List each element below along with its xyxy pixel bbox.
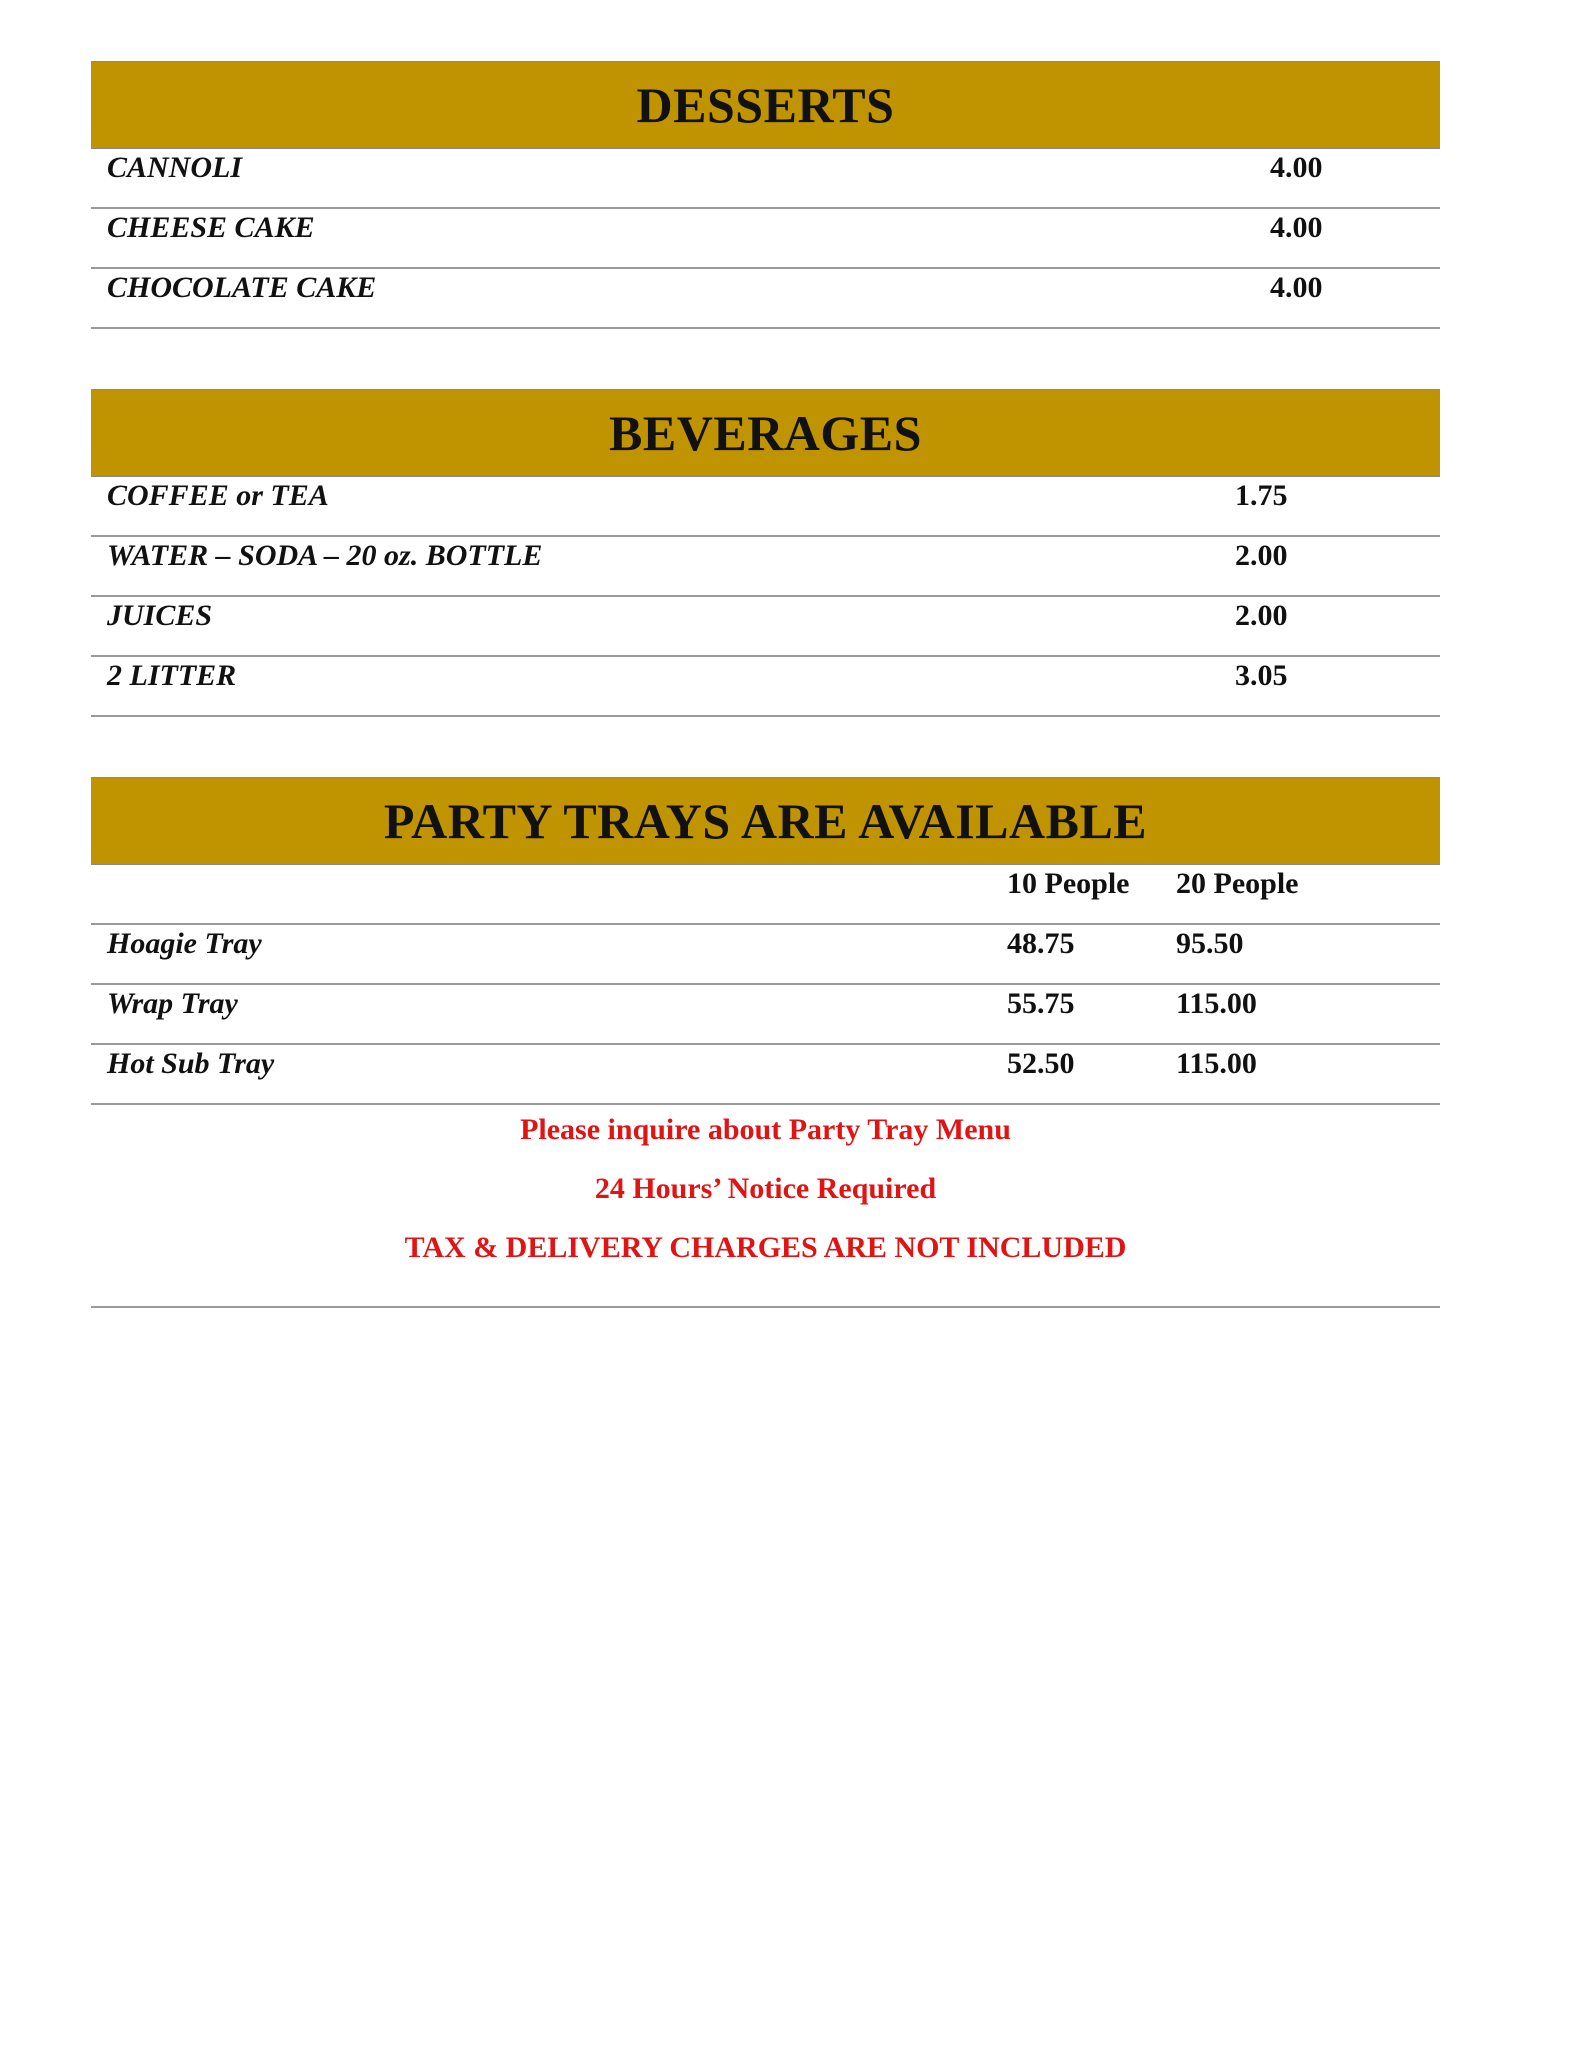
- item-price: 3.05: [1235, 659, 1288, 692]
- menu-row: [91, 657, 1440, 717]
- party-trays-header: PARTY TRAYS ARE AVAILABLE: [91, 777, 1440, 865]
- item-name: WATER – SODA – 20 oz. BOTTLE: [107, 539, 543, 572]
- menu-row: [91, 269, 1440, 329]
- note-inquire: Please inquire about Party Tray Menu: [520, 1113, 1011, 1146]
- menu-row: [91, 537, 1440, 597]
- column-header-20-people: 20 People: [1176, 867, 1299, 900]
- item-price: 4.00: [1270, 271, 1323, 304]
- beverages-section: [91, 389, 1440, 717]
- item-name: CANNOLI: [107, 151, 243, 184]
- tray-row: [91, 925, 1440, 985]
- item-price: 1.75: [1235, 479, 1288, 512]
- tray-price-10: 52.50: [1007, 1047, 1075, 1080]
- desserts-section: [91, 61, 1440, 329]
- item-name: CHEESE CAKE: [107, 211, 315, 244]
- tray-price-10: 48.75: [1007, 927, 1075, 960]
- column-header-10-people: 10 People: [1007, 867, 1130, 900]
- tray-name: Hoagie Tray: [107, 927, 262, 960]
- beverages-header: BEVERAGES: [91, 389, 1440, 477]
- column-header-row: [91, 865, 1440, 925]
- note-notice-required: 24 Hours’ Notice Required: [594, 1172, 937, 1205]
- item-price: 4.00: [1270, 211, 1323, 244]
- tray-price-20: 95.50: [1176, 927, 1244, 960]
- item-price: 2.00: [1235, 539, 1288, 572]
- menu-row: [91, 149, 1440, 209]
- tray-price-10: 55.75: [1007, 987, 1075, 1020]
- item-name: COFFEE or TEA: [107, 479, 329, 512]
- tray-row: [91, 1045, 1440, 1105]
- menu-row: [91, 209, 1440, 269]
- tray-price-20: 115.00: [1176, 1047, 1257, 1080]
- party-trays-section: [91, 777, 1440, 1308]
- tray-price-20: 115.00: [1176, 987, 1257, 1020]
- item-price: 2.00: [1235, 599, 1288, 632]
- item-name: CHOCOLATE CAKE: [107, 271, 377, 304]
- menu-row: [91, 477, 1440, 537]
- item-price: 4.00: [1270, 151, 1323, 184]
- item-name: 2 LITTER: [107, 659, 237, 692]
- tray-name: Wrap Tray: [107, 987, 238, 1020]
- item-name: JUICES: [107, 599, 213, 632]
- desserts-header: DESSERTS: [91, 61, 1440, 149]
- menu-row: [91, 597, 1440, 657]
- tray-row: [91, 985, 1440, 1045]
- party-tray-notes: [91, 1105, 1440, 1308]
- tray-name: Hot Sub Tray: [107, 1047, 275, 1080]
- note-tax-delivery: TAX & DELIVERY CHARGES ARE NOT INCLUDED: [404, 1231, 1127, 1264]
